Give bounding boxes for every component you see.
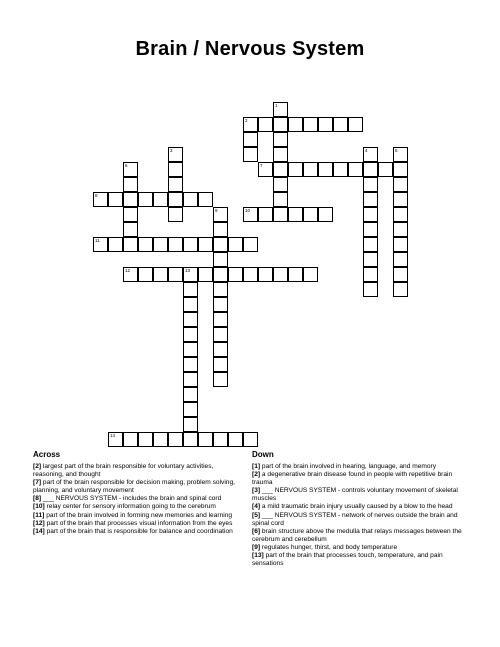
grid-cell[interactable] [123, 222, 138, 237]
grid-cell[interactable] [288, 117, 303, 132]
across-clue [33, 495, 243, 503]
grid-cell[interactable] [363, 162, 378, 177]
grid-cell[interactable] [288, 162, 303, 177]
across-clue-number: [11] [33, 511, 45, 519]
cell-number: 12 [125, 268, 131, 273]
grid-cell[interactable] [213, 372, 228, 387]
down-clue-list [252, 463, 467, 568]
grid-cell[interactable] [243, 267, 258, 282]
across-clue-text: largest part of the brain responsible for voluntary activities, reasoning, and thought [33, 463, 214, 479]
grid-cell[interactable] [168, 162, 183, 177]
grid-cell[interactable] [303, 162, 318, 177]
cell-number: 5 [395, 148, 398, 153]
grid-cell[interactable] [318, 207, 333, 222]
across-clue [33, 479, 243, 495]
grid-cell[interactable] [153, 432, 168, 447]
grid-cell[interactable] [183, 282, 198, 297]
grid-cell[interactable] [228, 432, 243, 447]
grid-cell[interactable] [153, 192, 168, 207]
cell-number: 11 [95, 238, 100, 243]
across-clue [33, 520, 243, 528]
grid-cell[interactable] [183, 267, 198, 282]
across-clue-text: relay center for sensory information going to the cerebrum [46, 503, 216, 511]
grid-cell[interactable] [168, 432, 183, 447]
across-heading: Across [33, 450, 61, 459]
grid-cell[interactable] [198, 237, 213, 252]
grid-cell[interactable] [108, 432, 123, 447]
down-clue-number: [5] [252, 511, 261, 519]
grid-cell[interactable] [138, 237, 153, 252]
grid-cell[interactable] [213, 252, 228, 267]
grid-cell[interactable] [393, 162, 408, 177]
grid-cell[interactable] [183, 192, 198, 207]
across-clue [33, 528, 243, 536]
grid-cell[interactable] [213, 312, 228, 327]
down-clue-number: [13] [252, 552, 264, 560]
across-clue [33, 503, 243, 511]
down-clues [252, 450, 467, 568]
grid-cell[interactable] [393, 237, 408, 252]
cell-number: 10 [245, 208, 251, 213]
across-clue-text: part of the brain responsible for decision making, problem solving, planning, and voluntary movement [33, 479, 235, 495]
down-clue [252, 512, 467, 528]
down-clue [252, 463, 467, 471]
grid-cell[interactable] [393, 147, 408, 162]
grid-cell[interactable] [273, 267, 288, 282]
grid-cell[interactable] [243, 207, 258, 222]
grid-cell[interactable] [183, 372, 198, 387]
across-clues [33, 450, 243, 536]
cell-number: 9 [215, 208, 218, 213]
grid-cell[interactable] [228, 237, 243, 252]
grid-cell[interactable] [288, 207, 303, 222]
cell-number: 4 [365, 148, 368, 153]
down-clue-number: [1] [252, 463, 261, 470]
grid-cell[interactable] [363, 147, 378, 162]
grid-cell[interactable] [123, 267, 138, 282]
down-clue [252, 552, 467, 568]
grid-cell[interactable] [108, 237, 123, 252]
grid-cell[interactable] [93, 192, 108, 207]
grid-cell[interactable] [273, 117, 288, 132]
cell-number: 14 [110, 433, 116, 438]
across-clue-text: ___ NERVOUS SYSTEM - includes the brain and spinal cord [42, 495, 222, 503]
grid-cell[interactable] [303, 267, 318, 282]
grid-cell[interactable] [258, 267, 273, 282]
grid-cell[interactable] [183, 297, 198, 312]
grid-cell[interactable] [198, 432, 213, 447]
puzzle-title: Brain / Nervous System [135, 38, 365, 60]
down-clue-text: regulates hunger, thirst, and body temperature [261, 543, 398, 551]
grid-cell[interactable] [168, 267, 183, 282]
grid-cell[interactable] [183, 402, 198, 417]
grid-cell[interactable] [318, 117, 333, 132]
across-clue-text: part of the brain involved in forming new memories and learning [46, 511, 233, 519]
down-clue-text: part of the brain involved in hearing, language, and memory [261, 463, 437, 470]
across-clue-number: [12] [33, 519, 45, 527]
grid-cell[interactable] [153, 267, 168, 282]
grid-cell[interactable] [213, 222, 228, 237]
down-clue [252, 544, 467, 552]
grid-cell[interactable] [183, 357, 198, 372]
grid-cell[interactable] [213, 327, 228, 342]
grid-cell[interactable] [363, 252, 378, 267]
grid-cell[interactable] [213, 267, 228, 282]
grid-cell[interactable] [138, 192, 153, 207]
grid-cell[interactable] [273, 132, 288, 147]
cell-number: 1 [275, 103, 278, 108]
grid-cell[interactable] [183, 417, 198, 432]
grid-cell[interactable] [243, 432, 258, 447]
grid-cell[interactable] [273, 192, 288, 207]
across-clue-number: [14] [33, 527, 45, 535]
grid-cell[interactable] [363, 282, 378, 297]
grid-cell[interactable] [273, 207, 288, 222]
grid-cell[interactable] [333, 162, 348, 177]
cell-number: 6 [125, 163, 128, 168]
grid-cell[interactable] [153, 237, 168, 252]
across-clue-number: [8] [33, 495, 42, 503]
grid-cell[interactable] [303, 207, 318, 222]
cell-number: 2 [245, 118, 248, 123]
grid-cell[interactable] [213, 297, 228, 312]
down-clue-text: part of the brain that processes touch, temperature, and pain sensations [252, 552, 443, 568]
grid-cell[interactable] [123, 192, 138, 207]
grid-cell[interactable] [393, 177, 408, 192]
across-clue [33, 463, 243, 479]
down-clue-text: ___ NERVOUS SYSTEM - controls voluntary movement of skeletal muscles [252, 487, 458, 503]
grid-cell[interactable] [363, 192, 378, 207]
across-clue [33, 512, 243, 520]
grid-cell[interactable] [108, 192, 123, 207]
grid-cell[interactable] [273, 102, 288, 117]
grid-cell[interactable] [168, 147, 183, 162]
grid-cell[interactable] [123, 432, 138, 447]
grid-cell[interactable] [393, 192, 408, 207]
grid-cell[interactable] [168, 237, 183, 252]
down-clue [252, 528, 467, 544]
grid-cell[interactable] [138, 267, 153, 282]
grid-cell[interactable] [213, 282, 228, 297]
grid-cell[interactable] [183, 387, 198, 402]
across-clue-text: part of the brain that is responsible for balance and coordination [46, 527, 233, 535]
grid-cell[interactable] [228, 267, 243, 282]
grid-cell[interactable] [258, 162, 273, 177]
grid-cell[interactable] [213, 357, 228, 372]
down-clue-number: [3] [252, 487, 261, 495]
grid-cell[interactable] [123, 177, 138, 192]
across-clue-number: [7] [33, 479, 42, 487]
grid-cell[interactable] [168, 192, 183, 207]
grid-cell[interactable] [363, 267, 378, 282]
grid-cell[interactable] [93, 237, 108, 252]
cell-number: 7 [260, 163, 263, 168]
grid-cell[interactable] [288, 267, 303, 282]
grid-cell[interactable] [213, 207, 228, 222]
grid-cell[interactable] [363, 207, 378, 222]
grid-cell[interactable] [213, 432, 228, 447]
grid-cell[interactable] [123, 207, 138, 222]
down-clue-text: a degenerative brain disease found in people with repetitive brain trauma [252, 471, 453, 487]
grid-cell[interactable] [393, 267, 408, 282]
grid-cell[interactable] [243, 117, 258, 132]
grid-cell[interactable] [363, 237, 378, 252]
down-clue [252, 503, 467, 511]
cell-number: 13 [185, 268, 191, 273]
grid-cell[interactable] [183, 327, 198, 342]
grid-cell[interactable] [243, 147, 258, 162]
grid-cell[interactable] [123, 237, 138, 252]
grid-cell[interactable] [138, 432, 153, 447]
grid-cell[interactable] [243, 237, 258, 252]
down-clue-text: brain structure above the medulla that relays messages between the cerebrum and cerebellum [252, 527, 462, 543]
grid-cell[interactable] [363, 222, 378, 237]
across-clue-number: [2] [33, 463, 42, 470]
grid-cell[interactable] [258, 117, 273, 132]
grid-cell[interactable] [183, 237, 198, 252]
down-clue-text: ___ NERVOUS SYSTEM - network of nerves outside the brain and spinal cord [252, 511, 458, 527]
grid-cell[interactable] [393, 282, 408, 297]
across-clue-text: part of the brain that processes visual information from the eyes [46, 519, 233, 527]
grid-cell[interactable] [168, 177, 183, 192]
down-clue-number: [9] [252, 543, 261, 551]
grid-cell[interactable] [393, 252, 408, 267]
grid-cell[interactable] [393, 207, 408, 222]
grid-cell[interactable] [243, 132, 258, 147]
grid-cell[interactable] [273, 147, 288, 162]
grid-cell[interactable] [123, 162, 138, 177]
down-clue [252, 487, 467, 503]
grid-cell[interactable] [198, 267, 213, 282]
grid-cell[interactable] [363, 177, 378, 192]
grid-cell[interactable] [213, 237, 228, 252]
across-clue-number: [10] [33, 503, 45, 511]
down-clue-number: [4] [252, 503, 261, 511]
grid-cell[interactable] [318, 162, 333, 177]
across-clue-list [33, 463, 243, 536]
grid-cell[interactable] [393, 222, 408, 237]
cell-number: 3 [170, 148, 173, 153]
grid-cell[interactable] [273, 162, 288, 177]
grid-cell[interactable] [183, 312, 198, 327]
grid-cell[interactable] [183, 432, 198, 447]
grid-cell[interactable] [258, 207, 273, 222]
grid-cell[interactable] [333, 117, 348, 132]
down-clue-text: a mild traumatic brain injury usually caused by a blow to the head [261, 503, 453, 511]
grid-cell[interactable] [303, 117, 318, 132]
grid-cell[interactable] [213, 342, 228, 357]
grid-cell[interactable] [348, 117, 363, 132]
grid-cell[interactable] [183, 342, 198, 357]
cell-number: 8 [95, 193, 98, 198]
grid-cell[interactable] [378, 162, 393, 177]
grid-cell[interactable] [198, 192, 213, 207]
grid-cell[interactable] [168, 207, 183, 222]
down-clue-number: [6] [252, 527, 261, 535]
grid-cell[interactable] [348, 162, 363, 177]
grid-cell[interactable] [273, 177, 288, 192]
down-heading: Down [252, 450, 274, 459]
down-clue [252, 471, 467, 487]
down-clue-number: [2] [252, 471, 261, 479]
